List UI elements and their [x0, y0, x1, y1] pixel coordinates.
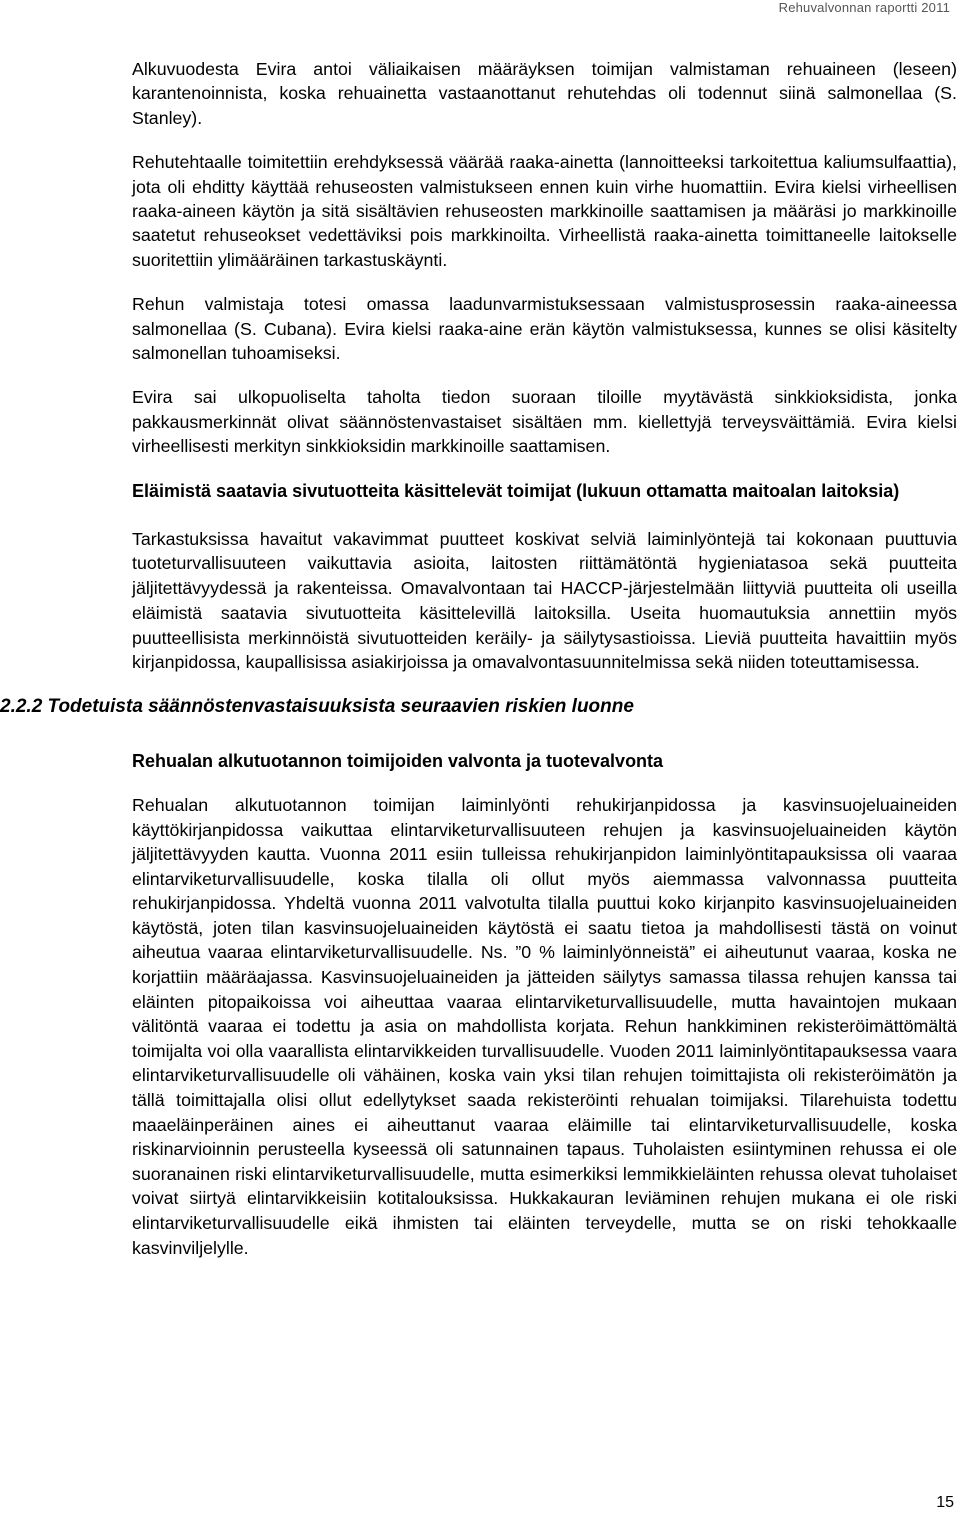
paragraph-salmonella-cubana: Rehun valmistaja totesi omassa laadunvarmistuksessaan valmistusprosessin raaka-aineessa salmonellaa (S. Cubana). Evira kielsi raaka-aine erän käytön valmistuksessa, kunnes se olisi käsitelty salmonellan tuhoamiseksi. — [132, 294, 957, 364]
section-heading-risks: 2.2.2 Todetuista säännöstenvastaisuuksista seuraavien riskien luonne — [0, 695, 634, 717]
page-body — [0, 57, 957, 1280]
page-number: 15 — [936, 1494, 954, 1511]
paragraph-inspection-findings: Tarkastuksissa havaitut vakavimmat puutteet koskivat selviä laiminlyöntejä tai kokonaan puuttuvia tuoteturvallisuuteen vaikuttavia asioita, laitosten riittämätöntä hygieniatasoa sekä puutteita jäljitettävyydessä ja rakenteissa. Omavalvontaan tai HACCP-järjestelmään liittyviä puutteita oli useilla eläimistä saatavia sivutuotteita käsittelevillä laitoksilla. Useita huomautuksia annettiin myös puutteellisista merkinnöistä sivutuotteiden keräily- ja säilytysastioissa. Lieviä puutteita havaittiin myös kirjanpidossa, kaupallisissa asiakirjoissa ja omavalvontasuunnitelmissa sekä niiden toteuttamisessa. — [132, 528, 957, 673]
running-header: Rehuvalvonnan raportti 2011 — [778, 0, 950, 15]
paragraph-zinc-oxide: Evira sai ulkopuoliselta taholta tiedon suoraan tiloille myytävästä sinkkioksidista, jonka pakkausmerkinnät olivat säännöstenvastaiset sisältäen mm. kiellettyjä terveysväittämiä. Evira kielsi virheellisesti merkityn sinkkioksidin markkinoille saattamisen. — [132, 387, 957, 457]
paragraph-wrong-raw-material: Rehutehtaalle toimitettiin erehdyksessä väärää raaka-ainetta (lannoitteeksi tarkoitettua kaliumsulfaattia), jota oli ehditty käyttää rehuseosten valmistukseen ennen kuin virhe huomattiin. Evira kielsi virheellisen raaka-aineen käytön ja sitä sisältävien rehuseosten markkinoille saattamisen ja määräsi jo markkinoille saatetut rehuseokset vedettäviksi pois markkinoilta. Virheellistä raaka-ainetta toimittaneelle laitokselle suoritettiin ylimääräinen tarkastuskäynti. — [132, 152, 957, 270]
paragraph-primary-production-risks: Rehualan alkutuotannon toimijan laiminlyönti rehukirjanpidossa ja kasvinsuojeluaineiden käyttökirjanpidossa vaikuttaa elintarviketurvallisuuteen rehujen ja kasvinsuojeluaineiden käytön jäljitettävyyden kautta. Vuonna 2011 esiin tulleissa rehukirjanpidon laiminlyöntitapauksissa oli vaaraa elintarviketurvallisuudelle, koska tilalla oli ollut myös aiemmassa valvonnassa puutteita rehukirjanpidossa. Yhdeltä vuonna 2011 valvotulta tilalla puuttui koko kirjanpito kasvinsuojeluaineiden käytöstä, joten tilan kasvinsuojeluaineiden käytöstä ei saatu tietoa ja mahdollisesti tästä on voinut aiheutua vaaraa elintarviketurvallisuudelle. Ns. ”0 % laiminlyönneistä” ei aiheutunut vaaraa, koska ne korjattiin määräajassa. Kasvinsuojeluaineiden ja jätteiden säilytys samassa tilassa rehujen kanssa tai eläinten pitopaikoissa voi aiheuttaa vaaraa elintarviketurvallisuudelle, mutta havaintojen mukaan välitöntä vaaraa ei todettu ja asia on mahdollista korjata. Rehun hankkiminen rekisteröimättömältä toimijalta voi olla vaarallista elintarvikkeiden turvallisuudelle. Vuoden 2011 laiminlyöntitapauksessa vaara elintarviketurvallisuudelle oli vähäinen, koska vain yksi tilan rehujen toimittajista oli rekisteröimätön ja tällä toimittajalla olisi ollut edellytykset saada rekisteröinti rehualan toimijaksi. Tilarehuista todettu maaeläinperäinen aines ei aiheuttanut vaaraa eläimille tai elintarviketurvallisuudelle, koska riskinarvioinnin perusteella kyseessä oli satunnainen tapaus. Tuholaisten esiintyminen rehussa ei ole suoranainen riski elintarviketurvallisuudelle, mutta esimerkiksi lemmikkieläinten rehussa olevat tuholaiset voivat siirtyä elintarvikkeisiin kotitalouksissa. Hukkakauran leviäminen rehujen mukana ei ole riski elintarviketurvallisuudelle eikä ihmisten tai eläinten terveydelle, mutta se on riski tehokkaalle kasvinviljelylle. — [132, 794, 957, 1258]
heading-animal-byproducts: Eläimistä saatavia sivutuotteita käsittelevät toimijat (lukuun ottamatta maitoalan laitoksia) — [132, 480, 900, 501]
heading-primary-production: Rehualan alkutuotannon toimijoiden valvonta ja tuotevalvonta — [132, 750, 664, 771]
paragraph-quarantine: Alkuvuodesta Evira antoi väliaikaisen määräyksen toimijan valmistaman rehuaineen (leseen) karantenoinnista, koska rehuainetta vastaanottanut rehutehdas oli todennut siinä salmonellaa (S. Stanley). — [132, 59, 957, 128]
